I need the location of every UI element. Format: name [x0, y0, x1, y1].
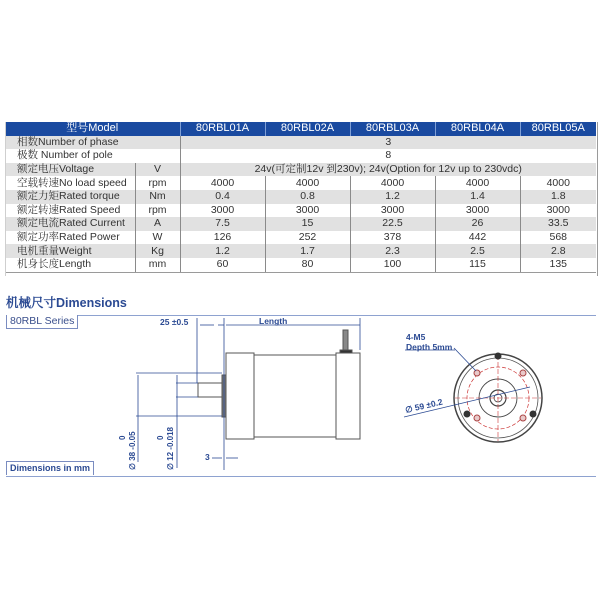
series-tag: 80RBL Series: [6, 315, 78, 329]
table-header-row: [5, 122, 596, 136]
row-unit: W: [135, 231, 180, 245]
cell: 252: [265, 231, 350, 245]
row-span-value: 24v(可定制12v 到230v); 24v(Option for 12v up to 230vdc): [180, 163, 596, 177]
cell: 1.2: [350, 190, 435, 204]
table-row: [5, 190, 596, 204]
row-label: 机身长度Length: [5, 258, 135, 272]
cell: 4000: [520, 176, 596, 190]
cell: 135: [520, 258, 596, 272]
row-label: 相数Number of phase: [5, 136, 180, 150]
cell: 22.5: [350, 217, 435, 231]
cell: 3000: [435, 204, 520, 218]
row-span-value: 8: [180, 149, 596, 163]
row-label: 额定功率Rated Power: [17, 231, 120, 244]
cell: 3000: [520, 204, 596, 218]
dimension-drawing: [0, 300, 600, 480]
row-label: 额定转速Rated Speed: [17, 203, 121, 216]
cell: 4000: [180, 176, 265, 190]
cell: 568: [520, 231, 596, 245]
table-row: [5, 149, 596, 163]
mount-hole: [520, 370, 526, 376]
shaft-tol-upper: 0: [156, 435, 165, 440]
cell: 1.2: [180, 244, 265, 258]
row-unit: rpm: [135, 204, 180, 218]
cell: 4000: [350, 176, 435, 190]
cell: 4000: [435, 176, 520, 190]
holes-label: 4-M5: [406, 332, 426, 342]
row-unit: mm: [135, 258, 180, 272]
table-row: [5, 176, 596, 190]
cell: 1.4: [435, 190, 520, 204]
front-endcap: [226, 353, 254, 439]
side-view: [198, 330, 360, 439]
cell: 3000: [180, 204, 265, 218]
cell: 33.5: [520, 217, 596, 231]
front-view: [404, 348, 542, 442]
encoder-lead: [343, 330, 348, 352]
shaft-length-label: 25 ±0.5: [160, 317, 189, 327]
shaft: [198, 383, 222, 397]
cell: 1.8: [520, 190, 596, 204]
header-model-4: 80RBL04A: [435, 122, 520, 136]
table-row: [5, 163, 596, 177]
holes-depth-label: Depth 5mm: [406, 342, 453, 352]
cell: 3000: [265, 204, 350, 218]
cell: 80: [265, 258, 350, 272]
cell: 3000: [350, 204, 435, 218]
row-label: 额定力矩Rated torque: [5, 190, 135, 204]
bolt-circle-label: ∅ 59 ±0.2: [404, 396, 444, 415]
cell: 115: [435, 258, 520, 272]
cell: 26: [435, 217, 520, 231]
body-length-label: Length: [259, 316, 288, 326]
cell: 2.3: [350, 244, 435, 258]
row-unit: rpm: [135, 176, 180, 190]
mount-hole: [474, 370, 480, 376]
cell: 126: [180, 231, 265, 245]
shaft-diameter-label: ∅ 12 -0.018: [166, 427, 175, 470]
dimensions-title: 机械尺寸Dimensions: [6, 296, 127, 310]
screw-head: [530, 411, 537, 418]
row-label: 极数 Number of pole: [17, 149, 113, 162]
row-label: 电机重量Weight: [5, 244, 135, 258]
cell: 2.5: [435, 244, 520, 258]
row-unit: V: [135, 163, 180, 177]
cell: 15: [265, 217, 350, 231]
mount-hole: [474, 415, 480, 421]
units-tag: Dimensions in mm: [6, 461, 94, 475]
cell: 2.8: [520, 244, 596, 258]
row-unit: Kg: [135, 244, 180, 258]
cell: 100: [350, 258, 435, 272]
table-row: [5, 217, 596, 231]
table-row: [5, 258, 596, 272]
cell: 0.4: [180, 190, 265, 204]
cell: 4000: [265, 176, 350, 190]
header-model-1: 80RBL01A: [180, 122, 265, 136]
header-model-2: 80RBL02A: [265, 122, 350, 136]
flange-thickness-label: 3: [205, 452, 210, 462]
table-row: [5, 244, 596, 258]
row-label: 额定电压Voltage: [5, 163, 135, 177]
rear-endcap: [336, 353, 360, 439]
cell: 0.8: [265, 190, 350, 204]
header-model-5: 80RBL05A: [520, 122, 596, 136]
header-model-label: 型号Model: [5, 122, 180, 136]
row-label: 空载转速No load speed: [17, 176, 127, 189]
row-unit: Nm: [135, 190, 180, 204]
cell: 1.7: [265, 244, 350, 258]
cell: 442: [435, 231, 520, 245]
screw-head: [464, 411, 471, 418]
encoder-lead-base: [340, 350, 352, 353]
table-row: [5, 204, 596, 218]
spec-table: [5, 122, 596, 273]
motor-body: [254, 355, 336, 437]
cell: 7.5: [180, 217, 265, 231]
screw-head: [495, 353, 502, 360]
row-label: 额定电流Rated Current: [5, 217, 135, 231]
pilot-tol-upper: 0: [118, 435, 127, 440]
pilot-diameter-label: ∅ 38 -0.05: [128, 431, 137, 470]
cell: 378: [350, 231, 435, 245]
header-model-3: 80RBL03A: [350, 122, 435, 136]
mount-hole: [520, 415, 526, 421]
row-span-value: 3: [180, 136, 596, 150]
cell: 60: [180, 258, 265, 272]
row-unit: A: [135, 217, 180, 231]
table-row: [5, 231, 596, 245]
table-row: [5, 136, 596, 150]
